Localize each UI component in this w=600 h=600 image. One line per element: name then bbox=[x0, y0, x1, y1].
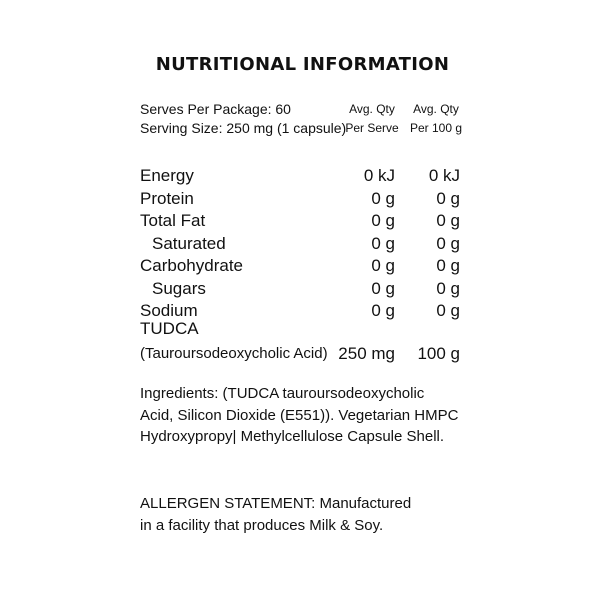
nutrient-per-100g: 0 g bbox=[436, 233, 460, 253]
nutrient-per-100g: 0 g bbox=[436, 188, 460, 208]
nutrient-per-100g: 0 g bbox=[436, 301, 460, 320]
table-row bbox=[140, 188, 465, 211]
nutrient-per-serve: 0 g bbox=[371, 301, 395, 320]
nutrient-per-serve: 0 g bbox=[371, 256, 395, 275]
page-title: NUTRITIONAL INFORMATION bbox=[155, 54, 450, 75]
nutrient-name: Total Fat bbox=[140, 211, 206, 230]
nutrient-table bbox=[140, 165, 465, 323]
nutrient-per-serve: 0 g bbox=[371, 188, 395, 208]
table-row bbox=[140, 233, 465, 256]
nutrient-per-serve: 0 g bbox=[371, 278, 395, 298]
allergen-line: ALLERGEN STATEMENT: Manufactured bbox=[140, 495, 412, 512]
nutrient-per-100g: 0 kJ bbox=[428, 166, 460, 185]
tudca-per-100g: 100 g bbox=[417, 344, 460, 363]
nutrient-per-100g: 0 g bbox=[436, 278, 460, 298]
nutrient-per-serve: 0 g bbox=[371, 233, 395, 253]
table-row bbox=[140, 210, 465, 233]
nutrient-name: Sodium bbox=[140, 301, 198, 320]
nutrient-name: Protein bbox=[140, 188, 194, 208]
column-header-per-100g bbox=[405, 100, 467, 138]
table-row bbox=[140, 255, 465, 278]
serves-per-package: Serves Per Package: 60 bbox=[140, 101, 291, 117]
ingredients-line: Ingredients: (TUDCA tauroursodeoxycholic bbox=[140, 385, 425, 402]
column-header-per-serve bbox=[342, 100, 402, 138]
nutrient-per-serve: 0 kJ bbox=[363, 166, 395, 185]
nutrient-name: Energy bbox=[140, 166, 194, 185]
table-row bbox=[140, 278, 465, 301]
nutrition-panel bbox=[140, 0, 470, 600]
allergen-statement bbox=[140, 493, 470, 536]
column-header-per-serve-line1: Avg. Qty bbox=[349, 102, 395, 116]
tudca-full-name: (Tauroursodeoxycholic Acid) bbox=[140, 345, 328, 362]
tudca-detail-line bbox=[140, 343, 465, 365]
column-header-per-100g-line2: Per 100 g bbox=[409, 121, 463, 135]
nutrient-per-100g: 0 g bbox=[436, 211, 460, 230]
nutrient-name: Sugars bbox=[152, 278, 206, 298]
nutrient-name: Carbohydrate bbox=[140, 256, 244, 275]
ingredients-text bbox=[140, 383, 470, 448]
tudca-row bbox=[140, 318, 465, 365]
ingredients-line: Acid, Silicon Dioxide (E551)). Vegetarian HMPC bbox=[140, 406, 459, 424]
nutrient-per-serve: 0 g bbox=[371, 211, 395, 230]
ingredients-line: Hydroxypropy| Methylcellulose Capsule Shell. bbox=[140, 428, 445, 445]
nutrient-per-100g: 0 g bbox=[436, 256, 460, 275]
tudca-name: TUDCA bbox=[140, 319, 199, 338]
allergen-line: in a facility that produces Milk & Soy. bbox=[140, 516, 384, 534]
serving-size: Serving Size: 250 mg (1 capsule) bbox=[140, 120, 347, 136]
column-header-per-100g-line1: Avg. Qty bbox=[413, 102, 459, 116]
column-header-per-serve-line2: Per Serve bbox=[345, 121, 399, 135]
table-row bbox=[140, 165, 465, 188]
tudca-per-serve: 250 mg bbox=[338, 344, 395, 363]
nutrient-name: Saturated bbox=[152, 233, 226, 253]
